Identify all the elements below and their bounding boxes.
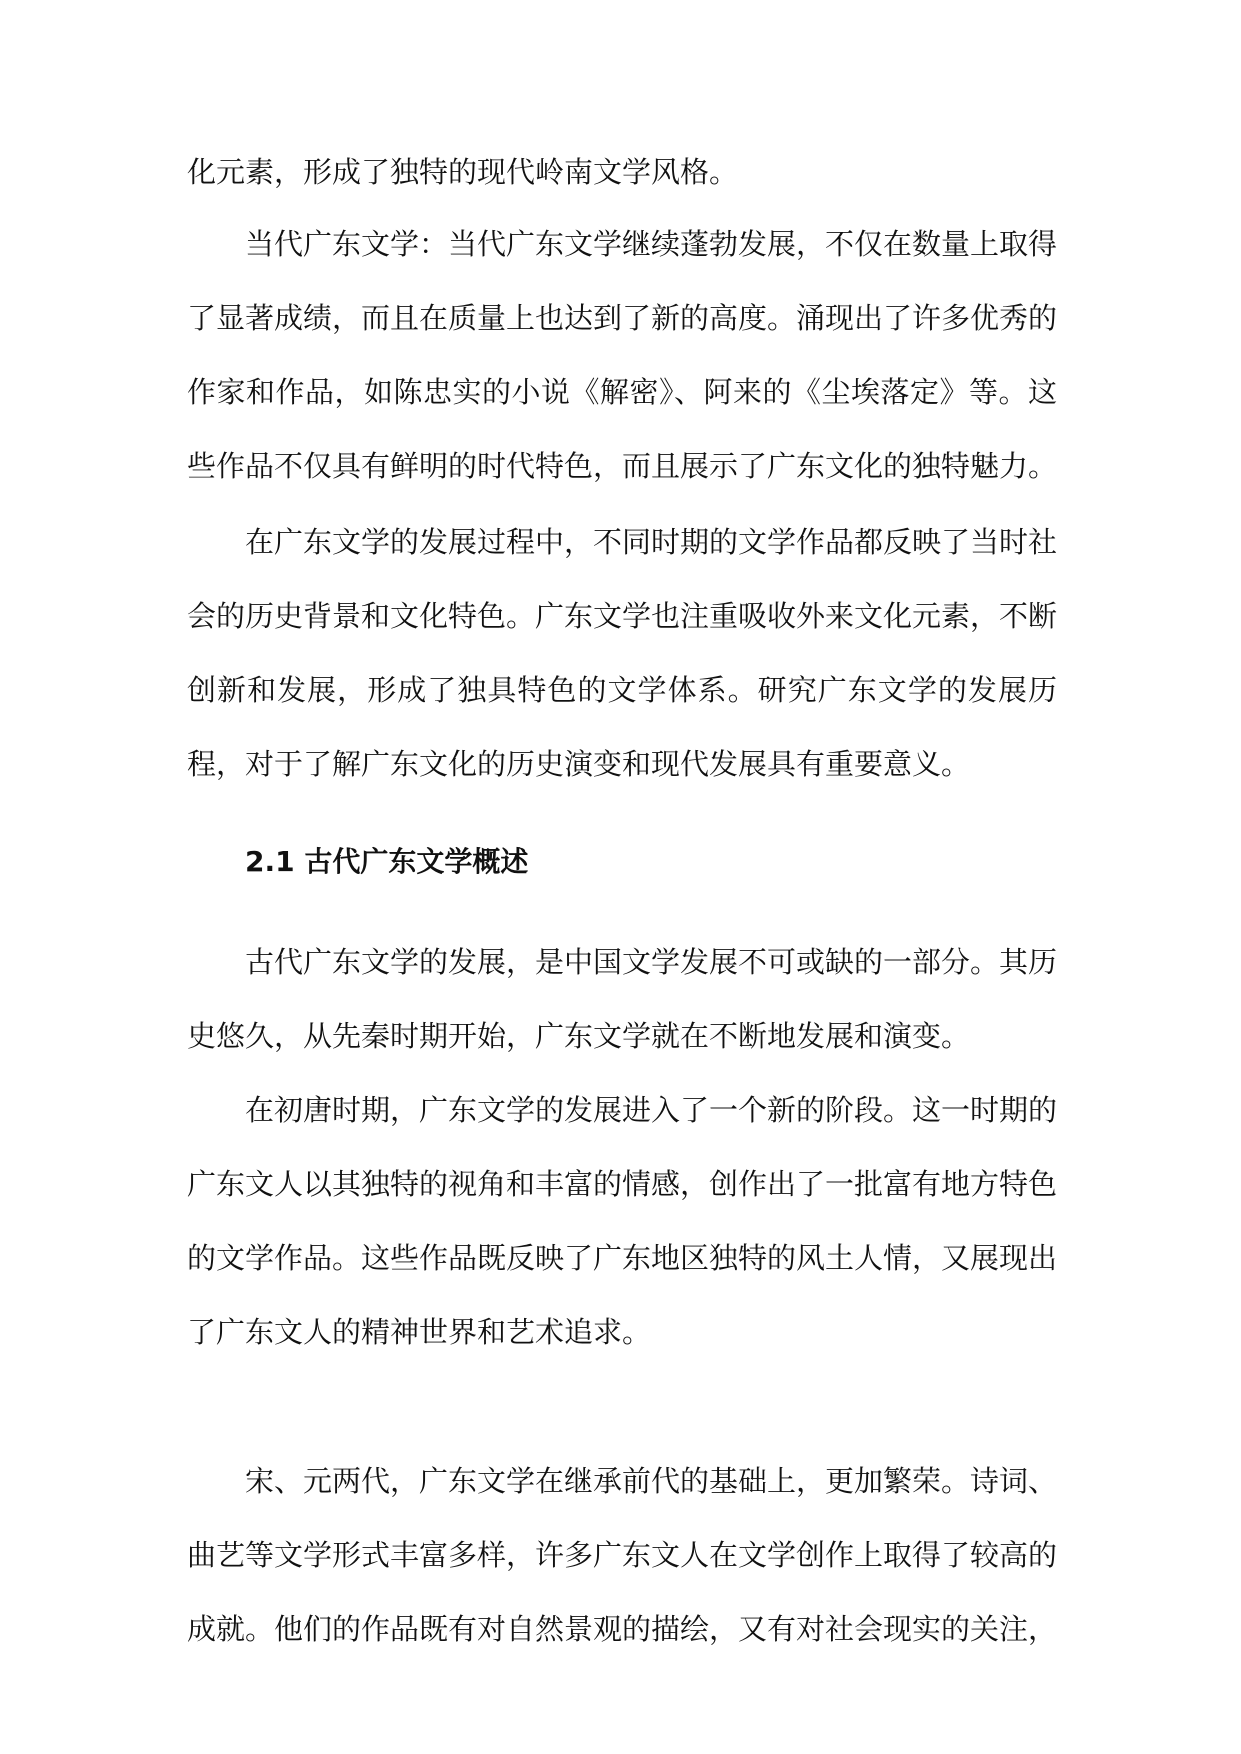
- paragraph-ancient-overview: 古代广东文学的发展，是中国文学发展不可或缺的一部分。其历史悠久，从先秦时期开始，广东文学就在不断地发展和演变。: [187, 945, 1058, 1053]
- paragraph-early-tang: 在初唐时期，广东文学的发展进入了一个新的阶段。这一时期的广东文人以其独特的视角和丰富的情感，创作出了一批富有地方特色的文学作品。这些作品既反映了广东地区独特的风土人情，又展现出了广东文人的精神世界和艺术追求。: [187, 1093, 1058, 1349]
- paragraph-song-yuan: 宋、元两代，广东文学在继承前代的基础上，更加繁荣。诗词、曲艺等文学形式丰富多样，许多广东文人在文学创作上取得了较高的成就。他们的作品既有对自然景观的描绘，又有对社会现实的关注，: [187, 1464, 1058, 1646]
- section-heading: 2.1 古代广东文学概述: [245, 845, 529, 878]
- continuation-paragraph: 化元素，形成了独特的现代岭南文学风格。: [187, 155, 739, 189]
- paragraph-development-process: 在广东文学的发展过程中，不同时期的文学作品都反映了当时社会的历史背景和文化特色。广东文学也注重吸收外来文化元素，不断创新和发展，形成了独具特色的文学体系。研究广东文学的发展历程，对于了解广东文化的历史演变和现代发展具有重要意义。: [187, 525, 1058, 781]
- paragraph-contemporary-literature: 当代广东文学：当代广东文学继续蓬勃发展，不仅在数量上取得了显著成绩，而且在质量上也达到了新的高度。涌现出了许多优秀的作家和作品，如陈忠实的小说《解密》、阿来的《尘埃落定》等。这些作品不仅具有鲜明的时代特色，而且展示了广东文化的独特魅力。: [187, 227, 1058, 483]
